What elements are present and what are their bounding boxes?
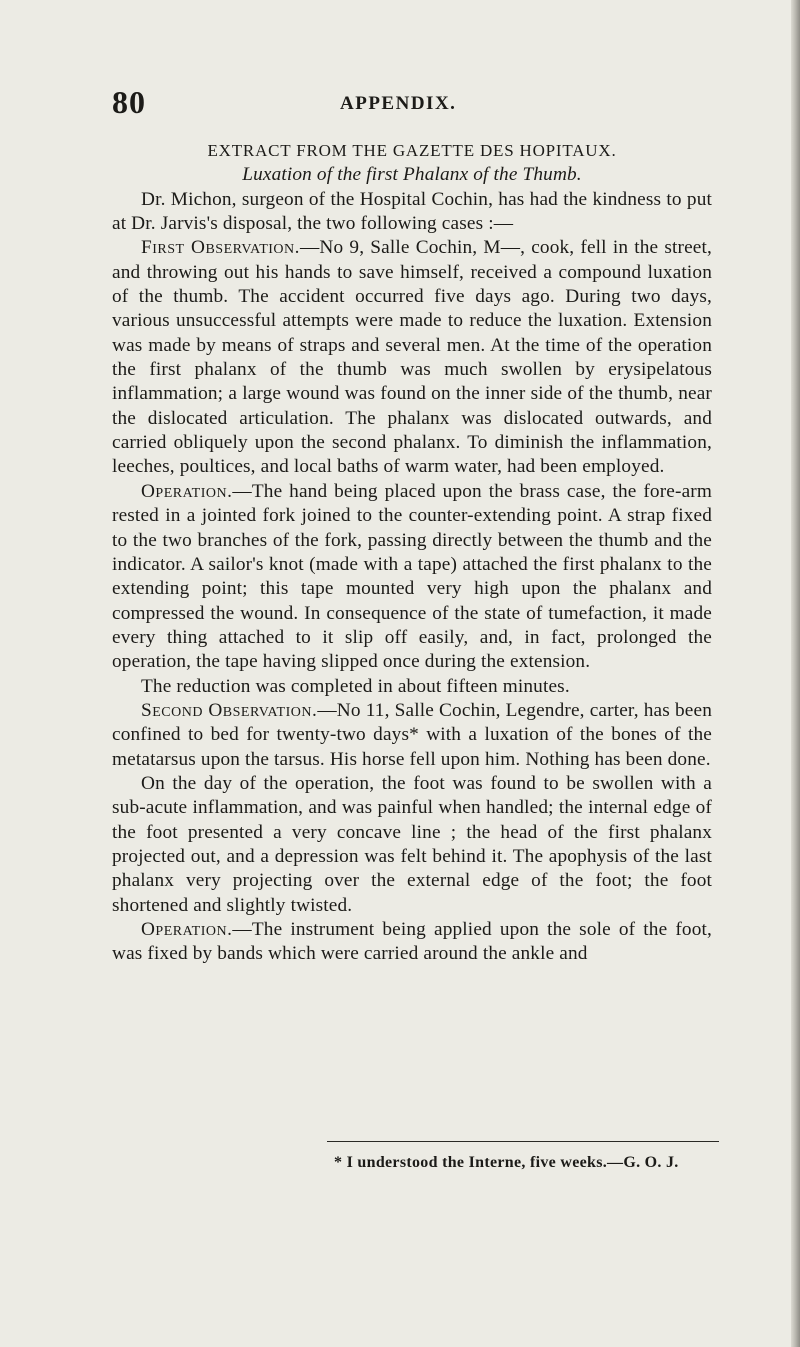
page-header — [112, 84, 712, 124]
first-observation-text: —No 9, Salle Cochin, M—, cook, fell in the street, and throwing out his hands to save himself, received a compound luxation of the thumb. The accident occurred five days ago. During two days, various unsuccessful attempts were made to reduce the luxation. Extension was made by means of straps and several men. At the time of the operation the first phalanx of the thumb was much swollen by erysipelatous inflammation; a large wound was found on the inner side of the thumb, near the dislocated articulation. The phalanx was dislocated outwards, and carried obliquely upon the second phalanx. To diminish the inflammation, leeches, poultices, and local baths of warm water, had been employed. — [112, 237, 712, 478]
first-observation-label: First Observation. — [141, 237, 300, 259]
reduction-paragraph: The reduction was completed in about fifteen minutes. — [141, 675, 570, 697]
operation-label-1: Operation. — [141, 480, 233, 502]
second-observation-text: —No 11, Salle Cochin, Legendre, carter, has been confined to bed for twenty-two days* with a luxation of the bones of the metatarsus upon the tarsus. His horse fell upon him. Nothing has been done. — [112, 699, 712, 770]
operation-label-2: Operation. — [141, 919, 233, 940]
operation-paragraph-2 — [112, 918, 712, 967]
article-title: EXTRACT FROM THE GAZETTE DES HOPITAUX. — [207, 141, 617, 160]
operation-paragraph-1 — [112, 480, 712, 675]
operation-text-2: —The instrument being applied upon the sole of the foot, was fixed by bands which were carried around the ankle and — [112, 919, 712, 965]
first-observation-paragraph — [112, 236, 712, 479]
footnote-rule — [327, 1141, 719, 1142]
article-body — [112, 139, 712, 1171]
second-observation-label: Second Observation. — [141, 699, 318, 721]
running-head: APPENDIX. — [340, 93, 457, 114]
day-of-operation-paragraph: On the day of the operation, the foot was found to be swollen with a sub-acute inflammation, and was painful when handled; the internal edge of the foot presented a very concave line ; the head of the first phalanx projected out, and a depression was felt behind it. The apophysis of the last phalanx very projecting over the external edge of the foot; the foot shortened and slightly twisted. — [112, 772, 712, 916]
footnote: * I understood the Interne, five weeks.—G. O. J. — [334, 1154, 679, 1171]
article-subtitle: Luxation of the first Phalanx of the Thumb. — [242, 164, 582, 186]
page-edge-shadow — [791, 0, 800, 1347]
operation-text-1: —The hand being placed upon the brass case, the fore-arm rested in a jointed fork joined to the counter-extending point. A strap fixed to the two branches of the fork, passing directly between the thumb and the indicator. A sailor's knot (made with a tape) attached the first phalanx to the extending point; this tape mounted very high upon the phalanx and compressed the wound. In consequence of the state of tumefaction, it made every thing attached to it slip off easily, and, in fact, prolonged the operation, the tape having slipped once during the extension. — [112, 480, 712, 673]
second-observation-paragraph — [112, 699, 712, 772]
page-number: 80 — [112, 84, 146, 120]
intro-paragraph: Dr. Michon, surgeon of the Hospital Cochin, has had the kindness to put at Dr. Jarvis's disposal, the two following cases :— — [112, 188, 712, 235]
